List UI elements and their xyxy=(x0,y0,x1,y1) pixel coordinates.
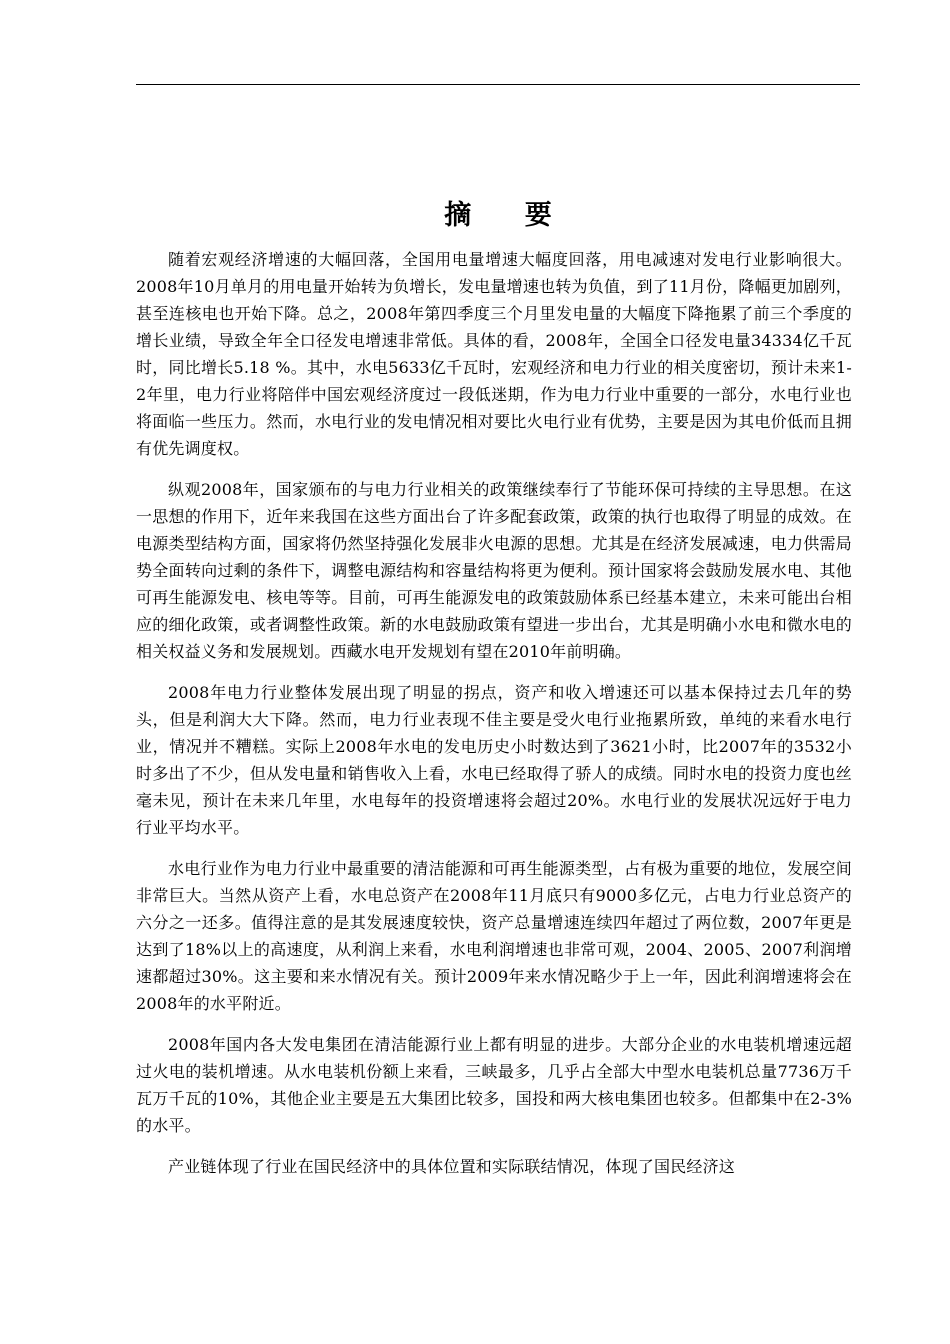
paragraph-5: 2008年国内各大发电集团在清洁能源行业上都有明显的进步。大部分企业的水电装机增速远超过火电的装机增速。从水电装机份额上来看，三峡最多，几乎占全部大中型水电装机总量7736万千瓦万千瓦的10%，其他企业主要是五大集团比较多，国投和两大核电集团也较多。但都集中在2-3%的水平。 xyxy=(136,1035,852,1135)
paragraph-2: 纵观2008年，国家颁布的与电力行业相关的政策继续奉行了节能环保可持续的主导思想。在这一思想的作用下，近年来我国在这些方面出台了许多配套政策，政策的执行也取得了明显的成效。在电源类型结构方面，国家将仍然坚持强化发展非火电源的思想。尤其是在经济发展减速，电力供需局势全面转向过剩的条件下，调整电源结构和容量结构将更为便利。预计国家将会鼓励发展水电、其他可再生能源发电、核电等等。目前，可再生能源发电的政策鼓励体系已经基本建立，未来可能出台相应的细化政策，或者调整性政策。新的水电鼓励政策有望进一步出台，尤其是明确小水电和微水电的相关权益义务和发展规划。西藏水电开发规划有望在2010年前明确。 xyxy=(136,480,852,661)
page-title: 摘 要 xyxy=(444,200,574,232)
header-rule xyxy=(136,84,860,85)
paragraph-6: 产业链体现了行业在国民经济中的具体位置和实际联结情况，体现了国民经济这 xyxy=(168,1157,736,1176)
paragraph-3: 2008年电力行业整体发展出现了明显的拐点，资产和收入增速还可以基本保持过去几年的势头，但是利润大大下降。然而，电力行业表现不佳主要是受火电行业拖累所致，单纯的来看水电行业，情况并不糟糕。实际上2008年水电的发电历史小时数达到了3621小时，比2007年的3532小时多出了不少，但从发电量和销售收入上看，水电已经取得了骄人的成绩。同时水电的投资力度也丝毫未见，预计在未来几年里，水电每年的投资增速将会超过20%。水电行业的发展状况远好于电力行业平均水平。 xyxy=(136,683,852,837)
paragraph-1: 随着宏观经济增速的大幅回落，全国用电量增速大幅度回落，用电减速对发电行业影响很大。2008年10月单月的用电量开始转为负增长，发电量增速也转为负值，到了11月份，降幅更加剧列，甚至连核电也开始下降。总之，2008年第四季度三个月里发电量的大幅度下降拖累了前三个季度的增长业绩，导致全年全口径发电增速非常低。具体的看，2008年，全国全口径发电量34334亿千瓦时，同比增长5.18 %。其中，水电5633亿千瓦时，宏观经济和电力行业的相关度密切，预计未来1-2年里，电力行业将陪伴中国宏观经济度过一段低迷期，作为电力行业中重要的一部分，水电行业也将面临一些压力。然而，水电行业的发电情况相对要比火电行业有优势，主要是因为其电价低而且拥有优先调度权。 xyxy=(136,250,852,458)
paragraph-4: 水电行业作为电力行业中最重要的清洁能源和可再生能源类型，占有极为重要的地位，发展空间非常巨大。当然从资产上看，水电总资产在2008年11月底只有9000多亿元，占电力行业总资产的六分之一还多。值得注意的是其发展速度较快，资产总量增速连续四年超过了两位数，2007年更是达到了18%以上的高速度，从利润上来看，水电利润增速也非常可观，2004、2005、2007利润增速都超过30%。这主要和来水情况有关。预计2009年来水情况略少于上一年，因此利润增速将会在2008年的水平附近。 xyxy=(136,859,852,1013)
abstract-body xyxy=(136,246,852,1194)
